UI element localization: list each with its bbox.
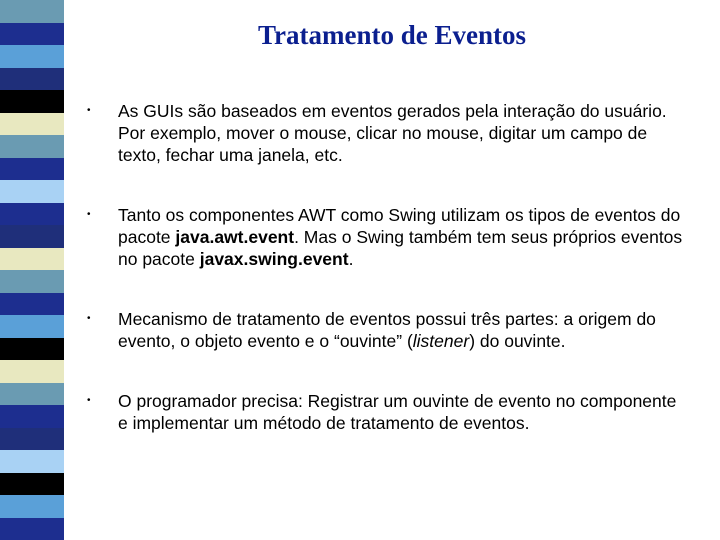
stripe-block [0, 68, 64, 91]
bullet-text: Tanto os componentes AWT como Swing utilizam os tipos de eventos do pacote java.awt.event. Mas o Swing também tem seus próprios eventos no pacote javax.swing.event. [118, 205, 683, 269]
stripe-block [0, 225, 64, 248]
stripe-block [0, 428, 64, 451]
stripe-block [0, 45, 64, 68]
bullet-item [84, 308, 684, 352]
stripe-block [0, 158, 64, 181]
stripe-block [0, 360, 64, 383]
stripe-block [0, 248, 64, 271]
bullet-icon: • [87, 395, 91, 406]
stripe-block [0, 23, 64, 46]
stripe-block [0, 405, 64, 428]
bullet-item [84, 204, 684, 270]
stripe-block [0, 473, 64, 496]
decorative-color-stripe [0, 0, 64, 540]
stripe-block [0, 293, 64, 316]
stripe-block [0, 338, 64, 361]
stripe-block [0, 203, 64, 226]
stripe-block [0, 315, 64, 338]
italic-term: listener [412, 331, 470, 351]
stripe-block [0, 270, 64, 293]
stripe-block [0, 135, 64, 158]
bullet-text: O programador precisa: Registrar um ouvinte de evento no componente e implementar um método de tratamento de eventos. [118, 391, 677, 433]
bullet-item [84, 100, 684, 166]
bullet-text: Mecanismo de tratamento de eventos possui três partes: a origem do evento, o objeto evento e o “ouvinte” (listener) do ouvinte. [118, 309, 656, 351]
stripe-block [0, 518, 64, 540]
package-name: java.awt.event [175, 227, 295, 247]
bullet-list [84, 100, 684, 434]
bullet-icon: • [87, 313, 91, 324]
package-name: javax.swing.event [199, 249, 349, 269]
stripe-block [0, 113, 64, 136]
stripe-block [0, 495, 64, 518]
stripe-block [0, 450, 64, 473]
stripe-block [0, 180, 64, 203]
slide-title: Tratamento de Eventos [258, 20, 526, 50]
stripe-block [0, 90, 64, 113]
stripe-block [0, 0, 64, 23]
bullet-item [84, 390, 684, 434]
bullet-text: As GUIs são baseados em eventos gerados pela interação do usuário. Por exemplo, mover o mouse, clicar no mouse, digitar um campo de texto, fechar uma janela, etc. [118, 101, 667, 165]
stripe-block [0, 383, 64, 406]
bullet-icon: • [87, 105, 91, 116]
bullet-icon: • [87, 209, 91, 220]
